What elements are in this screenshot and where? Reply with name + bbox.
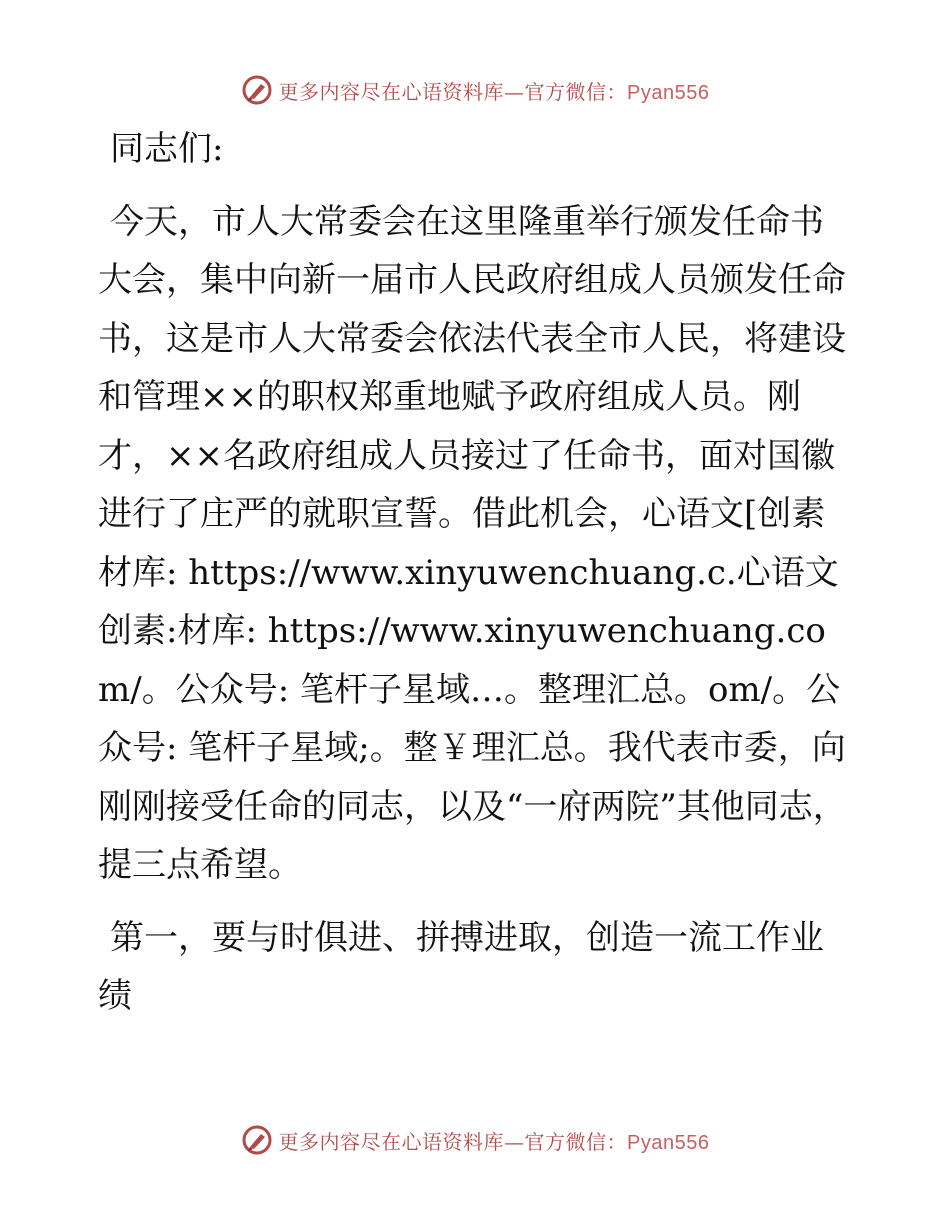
paragraph-first-point: 第一，要与时俱进、拼搏进取，创造一流工作业绩 — [98, 917, 824, 1016]
footer-watermark — [0, 1120, 950, 1160]
watermark-wechat-id: Pyan556 — [627, 1131, 710, 1154]
header-watermark — [0, 70, 950, 110]
watermark-wechat-id: Pyan556 — [627, 81, 710, 104]
watermark-text: 更多内容尽在心语资料库—官方微信：Pyan556 — [278, 79, 710, 104]
pen-logo-icon — [241, 1124, 273, 1156]
pen-logo-icon — [241, 74, 273, 106]
watermark-text: 更多内容尽在心语资料库—官方微信：Pyan556 — [278, 1129, 710, 1154]
paragraph-intro: 今天，市人大常委会在这里隆重举行颁发任命书大会，集中向新一届市人民政府组成人员颁发任命书，这是市人大常委会依法代表全市人民，将建设和管理××的职权郑重地赋予政府组成人员。刚才，××名政府组成人员接过了任命书，面对国徽进行了庄严的就职宣誓。借此机会，心语文[创素材库: https://www.xinyuwenchuang.c.心语文创素:材库: https://www.xinyuwenchuang.com/。公众号: 笔杆子星域…。整理汇总。om/。公众号: 笔杆子星域;。整￥理汇总。我代表市委，向刚刚接受任命的同志，以及“一府两院”其他同志，提三点希望。 — [98, 201, 847, 885]
greeting: 同志们: — [110, 129, 224, 169]
document-body — [98, 120, 850, 1026]
